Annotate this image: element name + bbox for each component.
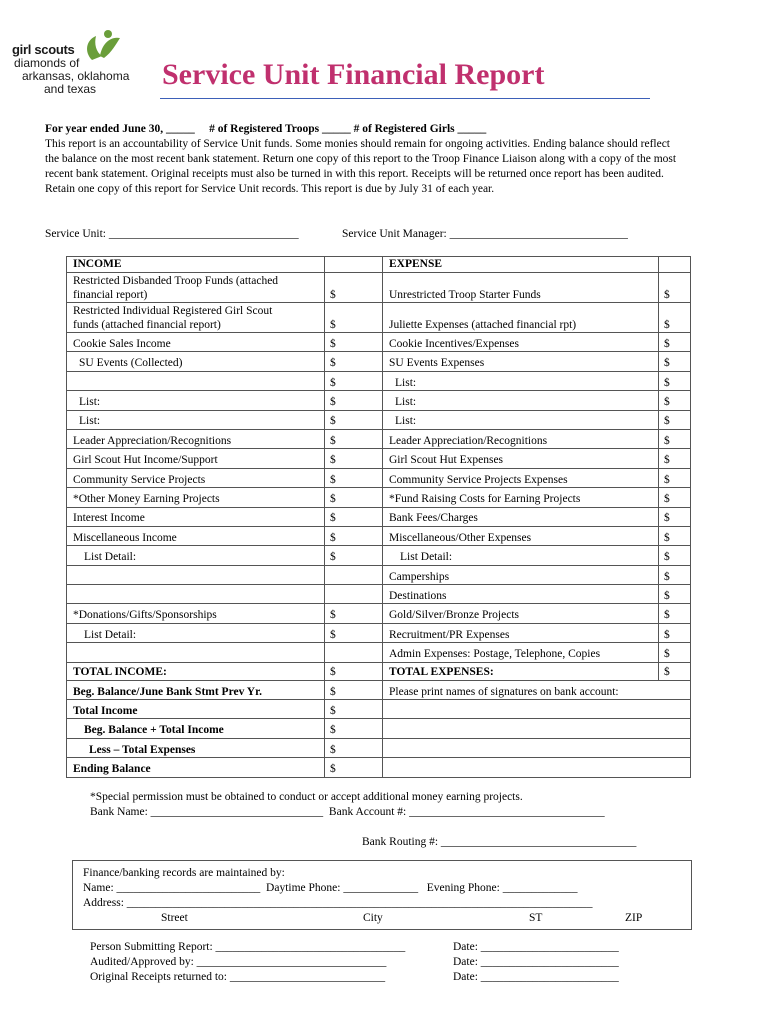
girl-scouts-logo [12, 30, 152, 102]
income-label: List Detail: [67, 546, 325, 565]
expense-label: *Fund Raising Costs for Earning Projects [383, 488, 659, 507]
income-label: List Detail: [67, 623, 325, 642]
expense-label: List: [383, 410, 659, 429]
table-row [67, 303, 691, 333]
date-field-3[interactable]: Date: ________________________ [453, 971, 619, 983]
income-amount-field[interactable]: $ [325, 371, 383, 390]
year-ended-line: For year ended June 30, _____ # of Registered Troops _____ # of Registered Girls _____ [45, 123, 487, 135]
income-label [67, 643, 325, 662]
date-field-1[interactable]: Date: ________________________ [453, 941, 619, 953]
table-row [67, 738, 691, 757]
signatures-note: Please print names of signatures on bank account: [383, 680, 691, 699]
expense-amount-field[interactable]: $ [659, 585, 691, 604]
income-amount-field[interactable]: $ [325, 546, 383, 565]
income-label [67, 303, 325, 333]
expense-amount-field[interactable]: $ [659, 449, 691, 468]
expense-amount-field[interactable]: $ [659, 371, 691, 390]
total-expenses-amount-field[interactable]: $ [659, 662, 691, 680]
expense-amount-field[interactable]: $ [659, 546, 691, 565]
income-label: Interest Income [67, 507, 325, 526]
expense-amount-field[interactable]: $ [659, 429, 691, 448]
expense-label: Bank Fees/Charges [383, 507, 659, 526]
ending-balance-label: Ending Balance [67, 758, 325, 777]
income-amount-field[interactable] [325, 643, 383, 662]
state-label: ST [529, 912, 543, 924]
table-row [67, 371, 691, 390]
expense-header-amount [659, 257, 691, 273]
table-row [67, 680, 691, 699]
notes-section [90, 790, 605, 820]
expense-label: Admin Expenses: Postage, Telephone, Copies [383, 643, 659, 662]
expense-amount-field[interactable]: $ [659, 333, 691, 352]
beg-plus-total-amount-field[interactable]: $ [325, 719, 383, 738]
table-header-row [67, 257, 691, 273]
income-label: List: [67, 391, 325, 410]
receipts-returned-field[interactable]: Original Receipts returned to: ___________________________ [90, 971, 386, 983]
special-permission-note: *Special permission must be obtained to conduct or accept additional money earning projects. [90, 791, 523, 803]
income-label: Miscellaneous Income [67, 526, 325, 545]
income-amount-field[interactable] [325, 585, 383, 604]
income-amount-field[interactable]: $ [325, 333, 383, 352]
table-row [67, 758, 691, 777]
beg-plus-total-label: Beg. Balance + Total Income [67, 719, 325, 738]
expense-label: Juliette Expenses (attached financial rpt) [383, 303, 659, 333]
expense-header: EXPENSE [383, 257, 659, 273]
table-row [67, 719, 691, 738]
service-unit-manager-field[interactable]: Service Unit Manager: _______________________________ [342, 228, 628, 240]
logo-brand: girl scouts [12, 42, 75, 57]
income-label [67, 273, 325, 303]
income-amount-field[interactable]: $ [325, 273, 383, 303]
expense-label: Girl Scout Hut Expenses [383, 449, 659, 468]
income-amount-field[interactable]: $ [325, 468, 383, 487]
total-expenses-label: TOTAL EXPENSES: [383, 662, 659, 680]
signature-name-field[interactable] [383, 700, 691, 719]
table-row [67, 488, 691, 507]
signature-name-field[interactable] [383, 758, 691, 777]
income-amount-field[interactable]: $ [325, 352, 383, 371]
expense-amount-field[interactable]: $ [659, 410, 691, 429]
total-income-amount-field-2[interactable]: $ [325, 700, 383, 719]
city-label: City [363, 912, 383, 924]
expense-label: Miscellaneous/Other Expenses [383, 526, 659, 545]
expense-amount-field[interactable]: $ [659, 526, 691, 545]
income-amount-field[interactable]: $ [325, 429, 383, 448]
table-row [67, 449, 691, 468]
person-submitting-field[interactable]: Person Submitting Report: _________________________________ [90, 941, 406, 953]
expense-amount-field[interactable]: $ [659, 468, 691, 487]
income-amount-field[interactable]: $ [325, 410, 383, 429]
table-row [67, 468, 691, 487]
table-row [67, 429, 691, 448]
table-row [67, 507, 691, 526]
expense-label: Destinations [383, 585, 659, 604]
table-row [67, 391, 691, 410]
zip-label: ZIP [625, 912, 643, 924]
ending-balance-amount-field[interactable]: $ [325, 758, 383, 777]
expense-amount-field[interactable]: $ [659, 303, 691, 333]
table-row [67, 700, 691, 719]
expense-label: SU Events Expenses [383, 352, 659, 371]
service-unit-field[interactable]: Service Unit: _________________________________ [45, 228, 299, 240]
table-row [67, 604, 691, 623]
expense-label: Community Service Projects Expenses [383, 468, 659, 487]
expense-label: Gold/Silver/Bronze Projects [383, 604, 659, 623]
signatures-left [90, 940, 405, 985]
records-box [72, 860, 692, 930]
intro-paragraph: This report is an accountability of Service Unit funds. Some monies should remain for ongoing activities. Ending balance should reflect the balance on the most recent bank statement. Return one copy of this report to the Troop Finance Liaison along with a copy of the most recent bank statement. Original receipts must also be turned in with this report. Receipts will be returned once report has been audited. Retain one copy of this report for Service Unit records. This report is due by July 31 of each year. [45, 138, 677, 195]
income-label-line: financial report) [73, 288, 148, 301]
council-line-1: diamonds of [14, 56, 80, 70]
income-label [67, 565, 325, 584]
income-label: Community Service Projects [67, 468, 325, 487]
income-label: SU Events (Collected) [67, 352, 325, 371]
expense-label: Recruitment/PR Expenses [383, 623, 659, 642]
income-amount-field[interactable]: $ [325, 623, 383, 642]
less-total-expenses-label: Less – Total Expenses [67, 738, 325, 757]
logo-council [14, 57, 154, 96]
council-line-2: arkansas, oklahoma [22, 69, 130, 83]
address-field[interactable]: Address: _________________________________________________________________________________ [83, 897, 593, 909]
table-row [67, 410, 691, 429]
income-header: INCOME [67, 257, 325, 273]
income-amount-field[interactable] [325, 565, 383, 584]
total-income-label-2: Total Income [67, 700, 325, 719]
table-row [67, 623, 691, 642]
total-income-amount-field[interactable]: $ [325, 662, 383, 680]
income-amount-field[interactable]: $ [325, 488, 383, 507]
income-label: Leader Appreciation/Recognitions [67, 429, 325, 448]
table-row [67, 526, 691, 545]
expense-amount-field[interactable]: $ [659, 565, 691, 584]
audited-approved-field[interactable]: Audited/Approved by: _________________________________ [90, 956, 387, 968]
table-row [67, 662, 691, 680]
page-title: Service Unit Financial Report [162, 58, 545, 91]
street-label: Street [161, 912, 188, 924]
expense-label: Unrestricted Troop Starter Funds [383, 273, 659, 303]
bank-routing-field[interactable]: Bank Routing #: __________________________________ [362, 836, 637, 848]
income-label-line: Restricted Disbanded Troop Funds (attached [73, 275, 279, 287]
table-row [67, 643, 691, 662]
expense-label: List Detail: [383, 546, 659, 565]
income-header-amount [325, 257, 383, 273]
income-label: *Other Money Earning Projects [67, 488, 325, 507]
expense-amount-field[interactable]: $ [659, 507, 691, 526]
expense-amount-field[interactable]: $ [659, 604, 691, 623]
income-label: List: [67, 410, 325, 429]
records-heading: Finance/banking records are maintained by: [83, 867, 285, 879]
expense-amount-field[interactable]: $ [659, 352, 691, 371]
table-row [67, 273, 691, 303]
total-income-label: TOTAL INCOME: [67, 662, 325, 680]
expense-label: Cookie Incentives/Expenses [383, 333, 659, 352]
income-amount-field[interactable]: $ [325, 526, 383, 545]
beg-balance-amount-field[interactable]: $ [325, 680, 383, 699]
income-label [67, 371, 325, 390]
signature-name-field[interactable] [383, 738, 691, 757]
expense-amount-field[interactable]: $ [659, 273, 691, 303]
expense-amount-field[interactable]: $ [659, 643, 691, 662]
income-amount-field[interactable]: $ [325, 449, 383, 468]
income-amount-field[interactable]: $ [325, 391, 383, 410]
table-row [67, 333, 691, 352]
title-rule [160, 98, 650, 99]
name-phone-fields[interactable]: Name: _________________________ Daytime Phone: _____________ Evening Phone: _____________ [83, 882, 578, 894]
income-label-line: funds (attached financial report) [73, 318, 221, 331]
income-label-line: Restricted Individual Registered Girl Scout [73, 305, 273, 317]
income-label [67, 585, 325, 604]
less-total-expenses-amount-field[interactable]: $ [325, 738, 383, 757]
address-labels [83, 911, 681, 926]
expense-label: List: [383, 371, 659, 390]
income-label: Cookie Sales Income [67, 333, 325, 352]
signature-name-field[interactable] [383, 719, 691, 738]
table-row [67, 352, 691, 371]
council-line-3: and texas [44, 82, 97, 96]
expense-label: List: [383, 391, 659, 410]
table-row [67, 565, 691, 584]
date-field-2[interactable]: Date: ________________________ [453, 956, 619, 968]
income-amount-field[interactable]: $ [325, 303, 383, 333]
expense-amount-field[interactable]: $ [659, 391, 691, 410]
expense-label: Leader Appreciation/Recognitions [383, 429, 659, 448]
income-amount-field[interactable]: $ [325, 507, 383, 526]
income-label: Girl Scout Hut Income/Support [67, 449, 325, 468]
table-row [67, 585, 691, 604]
table-row [67, 546, 691, 565]
financial-table [66, 256, 691, 778]
expense-amount-field[interactable]: $ [659, 488, 691, 507]
income-label: *Donations/Gifts/Sponsorships [67, 604, 325, 623]
beg-balance-label: Beg. Balance/June Bank Stmt Prev Yr. [67, 680, 325, 699]
expense-amount-field[interactable]: $ [659, 623, 691, 642]
signatures-dates [453, 940, 619, 985]
intro-section [45, 122, 677, 197]
income-amount-field[interactable]: $ [325, 604, 383, 623]
bank-name-account-field[interactable]: Bank Name: ______________________________ Bank Account #: __________________________________ [90, 806, 605, 818]
expense-label: Camperships [383, 565, 659, 584]
